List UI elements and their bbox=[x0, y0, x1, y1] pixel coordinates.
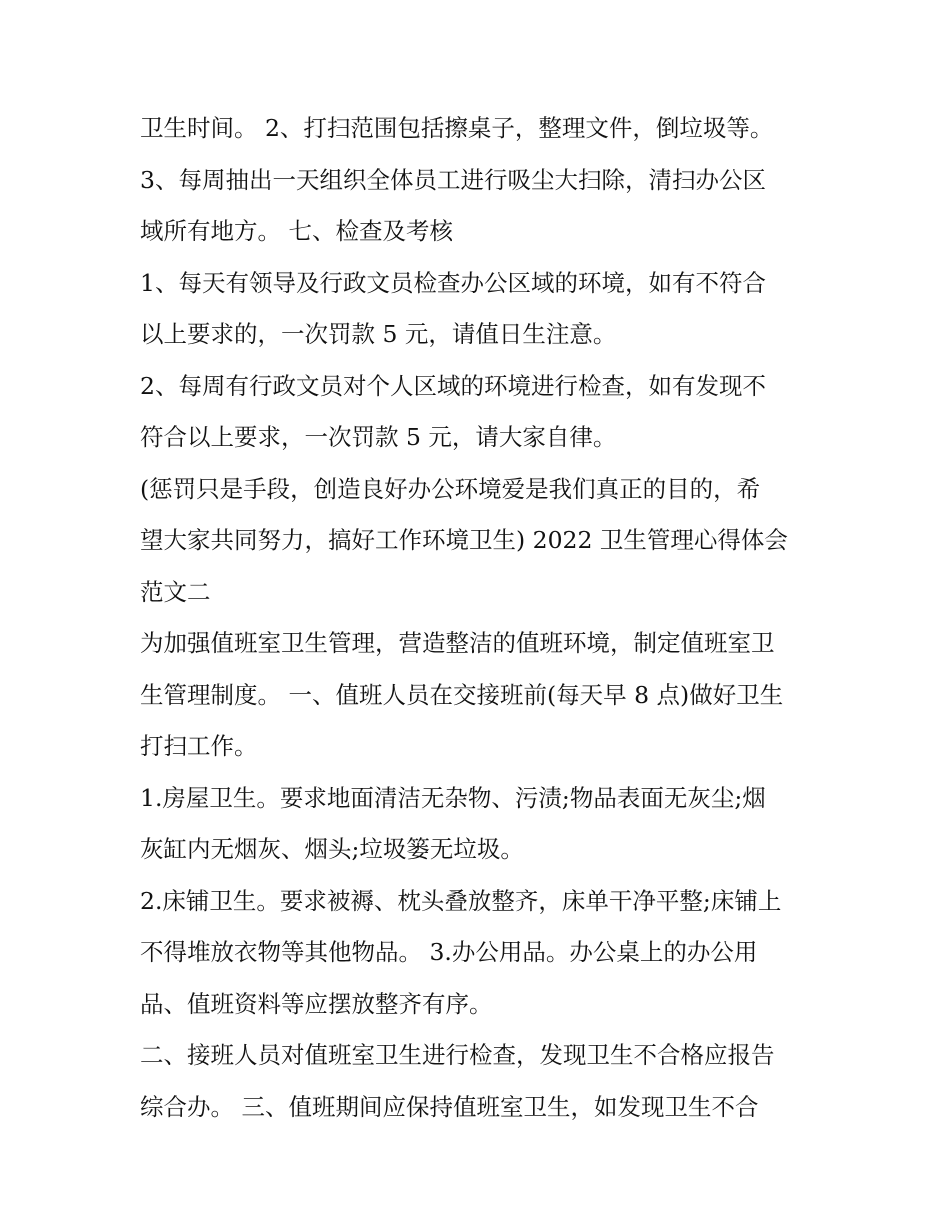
text-line: 品、值班资料等应摆放整齐有序。 bbox=[140, 989, 493, 1018]
text-line: 1.房屋卫生。要求地面清洁无杂物、污渍;物品表面无灰尘;烟 bbox=[140, 783, 766, 812]
text-line: 不得堆放衣物等其他物品。 3.办公用品。办公桌上的办公用 bbox=[140, 938, 758, 966]
text-line: 以上要求的，一次罚款 5 元，请值日生注意。 bbox=[140, 320, 617, 348]
text-line: 符合以上要求，一次罚款 5 元，请大家自律。 bbox=[140, 423, 617, 451]
text-line: 望大家共同努力，搞好工作环境卫生) 2022 卫生管理心得体会 bbox=[140, 526, 788, 554]
document-body bbox=[140, 103, 820, 1133]
text-line: 综合办。 三、值班期间应保持值班室卫生，如发现卫生不合 bbox=[140, 1092, 759, 1121]
text-line: 2、每周有行政文员对个人区域的环境进行检查，如有发现不 bbox=[140, 371, 766, 400]
text-line: 卫生时间。 2、打扫范围包括擦桌子，整理文件，倒垃圾等。 bbox=[140, 114, 774, 142]
text-line: (惩罚只是手段，创造良好办公环境爱是我们真正的目的，希 bbox=[140, 474, 761, 503]
text-line: 1、每天有领导及行政文员检查办公区域的环境，如有不符合 bbox=[140, 268, 766, 297]
text-line: 范文二 bbox=[140, 577, 211, 606]
text-line: 为加强值班室卫生管理，营造整洁的值班环境，制定值班室卫 bbox=[140, 629, 775, 657]
text-line: 二、接班人员对值班室卫生进行检查，发现卫生不合格应报告 bbox=[140, 1041, 775, 1069]
text-line: 3、每周抽出一天组织全体员工进行吸尘大扫除，清扫办公区 bbox=[140, 165, 766, 194]
text-line: 域所有地方。 七、检查及考核 bbox=[140, 217, 453, 245]
text-line: 灰缸内无烟灰、烟头;垃圾篓无垃圾。 bbox=[140, 835, 524, 863]
text-line: 生管理制度。 一、值班人员在交接班前(每天早 8 点)做好卫生 bbox=[140, 680, 784, 709]
text-line: 打扫工作。 bbox=[140, 732, 258, 760]
text-line: 2.床铺卫生。要求被褥、枕头叠放整齐，床单干净平整;床铺上 bbox=[140, 886, 782, 915]
